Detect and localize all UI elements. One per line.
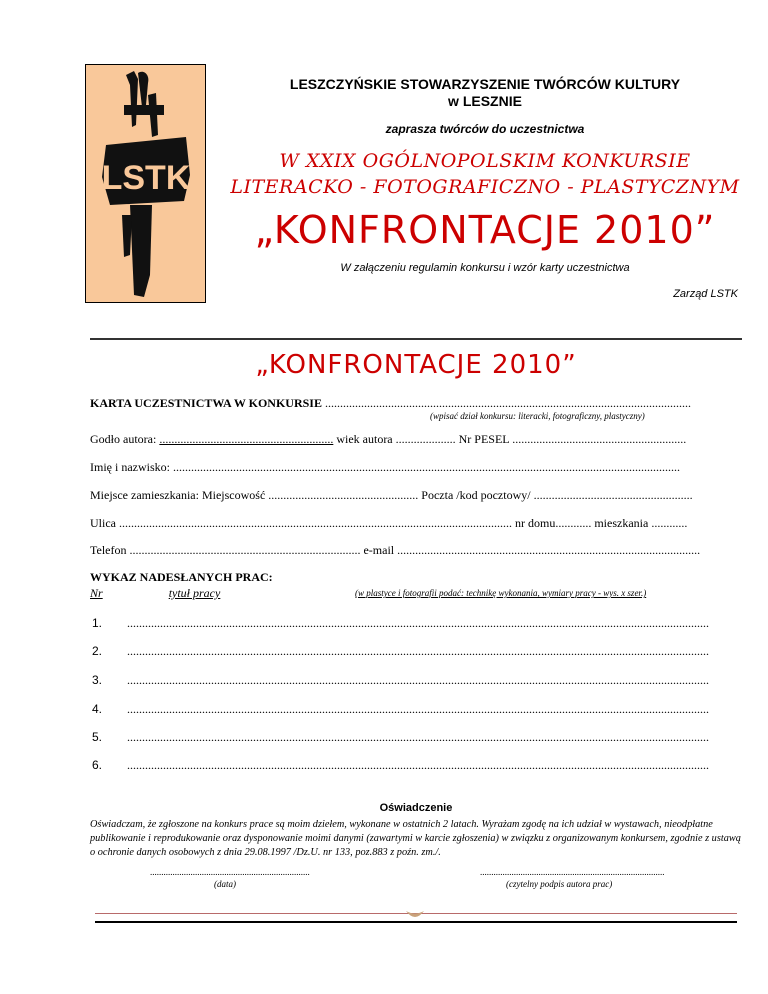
invitation-text: zaprasza twórców do uczestnictwa: [385, 122, 585, 136]
contact-row: [90, 543, 700, 557]
age-label: wiek autora: [336, 432, 393, 446]
age-field[interactable]: ....................: [395, 432, 456, 446]
house-label: nr domu: [515, 516, 556, 530]
flat-field[interactable]: ............: [651, 516, 688, 530]
card-field[interactable]: ..........................................................................................................................: [324, 396, 691, 410]
street-row: [90, 516, 687, 530]
work-row-number: 5.: [92, 730, 103, 744]
name-label: Imię i nazwisko:: [90, 460, 170, 474]
works-title: [90, 570, 273, 584]
work-row-field[interactable]: ..................................................................................................................................................................................................: [127, 702, 709, 716]
work-row-number: 6.: [92, 758, 103, 772]
work-row-field[interactable]: ..................................................................................................................................................................................................: [127, 673, 709, 687]
logo-text: LSTK: [101, 159, 191, 197]
post-label: Poczta /kod pocztowy/: [421, 488, 531, 502]
date-field[interactable]: .......................................................................: [150, 867, 310, 877]
declaration-title: Oświadczenie: [379, 802, 453, 814]
email-field[interactable]: .....................................................................................................: [397, 543, 701, 557]
organization-name: [230, 76, 740, 110]
residence-field[interactable]: ..................................................: [268, 488, 419, 502]
name-field[interactable]: .........................................................................................................................................................................: [172, 460, 680, 474]
divider-top: [90, 338, 742, 340]
attachment-note: W załączeniu regulamin konkursu i wzór karty uczestnictwa: [340, 262, 630, 274]
alias-field[interactable]: ..........................................................: [159, 432, 334, 446]
residence-label: Miejsce zamieszkania: Miejscowość: [90, 488, 266, 502]
col-nr: Nr: [90, 586, 103, 600]
footer-line: [95, 921, 737, 923]
work-row-number: 4.: [92, 702, 103, 716]
alias-label: Godło autora:: [90, 432, 157, 446]
phone-field[interactable]: .............................................................................: [129, 543, 361, 557]
org-line-1: LESZCZYŃSKIE STOWARZYSZENIE TWÓRCÓW KULTURY: [289, 76, 681, 92]
pesel-label: Nr PESEL: [458, 432, 510, 446]
lstk-logo: [85, 64, 206, 303]
works-hint: (w plastyce i fotografii podać: technikę wykonania, wymiary pracy - wys. x szer.): [355, 588, 647, 598]
board-signature: Zarząd LSTK: [673, 288, 738, 300]
street-field[interactable]: ...................................................................................................................................: [119, 516, 512, 530]
name-row: [90, 460, 680, 474]
contest-line-1: W XXIX OGÓLNOPOLSKIM KONKURSIE: [279, 150, 691, 172]
email-label: e-mail: [363, 543, 395, 557]
card-row: [90, 396, 691, 410]
card-label: KARTA UCZESTNICTWA W KONKURSIE: [90, 396, 322, 410]
form-title: „KONFRONTACJE 2010”: [255, 350, 577, 380]
street-label: Ulica: [90, 516, 116, 530]
card-hint: (wpisać dział konkursu: literacki, fotograficzny, plastyczny): [430, 411, 645, 421]
contest-line-2: LITERACKO - FOTOGRAFICZNO - PLASTYCZNYM: [230, 176, 740, 198]
pesel-field[interactable]: ..........................................................: [512, 432, 687, 446]
house-field[interactable]: ............: [555, 516, 592, 530]
date-label: (data): [214, 879, 236, 889]
org-line-2: w LESZNIE: [448, 93, 522, 109]
works-header-columns: [90, 586, 344, 600]
phone-label: Telefon: [90, 543, 127, 557]
work-row-number: 3.: [92, 673, 103, 687]
residence-row: [90, 488, 693, 502]
flat-label: mieszkania: [594, 516, 649, 530]
work-row-field[interactable]: ..................................................................................................................................................................................................: [127, 644, 709, 658]
work-row-number: 1.: [92, 616, 103, 630]
post-field[interactable]: .....................................................: [533, 488, 693, 502]
contest-title: „KONFRONTACJE 2010”: [254, 208, 716, 252]
work-row-field[interactable]: ..................................................................................................................................................................................................: [127, 616, 709, 630]
signature-field[interactable]: ..................................................................................: [480, 867, 665, 877]
work-row-number: 2.: [92, 644, 103, 658]
alias-row: [90, 432, 686, 446]
ornament-icon: [405, 909, 425, 921]
works-title-text: WYKAZ NADESŁANYCH PRAC:: [90, 570, 273, 584]
declaration-body: Oświadczam, że zgłoszone na konkurs prace są moim dziełem, wykonane w ostatnich 2 latach. Wyrażam zgodę na ich udział w wystawach, nieodpłatne publikowanie i reprodukowanie oraz dysponowanie moimi danymi (zawartymi w karcie zgłoszenia) w związku z organizowanym konkursem, zgodnie z ustawą o ochronie danych osobowych z dnia 29.08.1997 /Dz.U. nr 133, poz.883 z poźn. zm./.: [90, 819, 741, 858]
work-row-field[interactable]: ..................................................................................................................................................................................................: [127, 730, 709, 744]
works-header: [90, 586, 344, 600]
lstk-logo-graphic: [86, 65, 205, 302]
signature-label: (czytelny podpis autora prac): [506, 879, 613, 889]
col-title: tytuł pracy: [168, 586, 221, 600]
work-row-field[interactable]: ..................................................................................................................................................................................................: [127, 758, 709, 772]
